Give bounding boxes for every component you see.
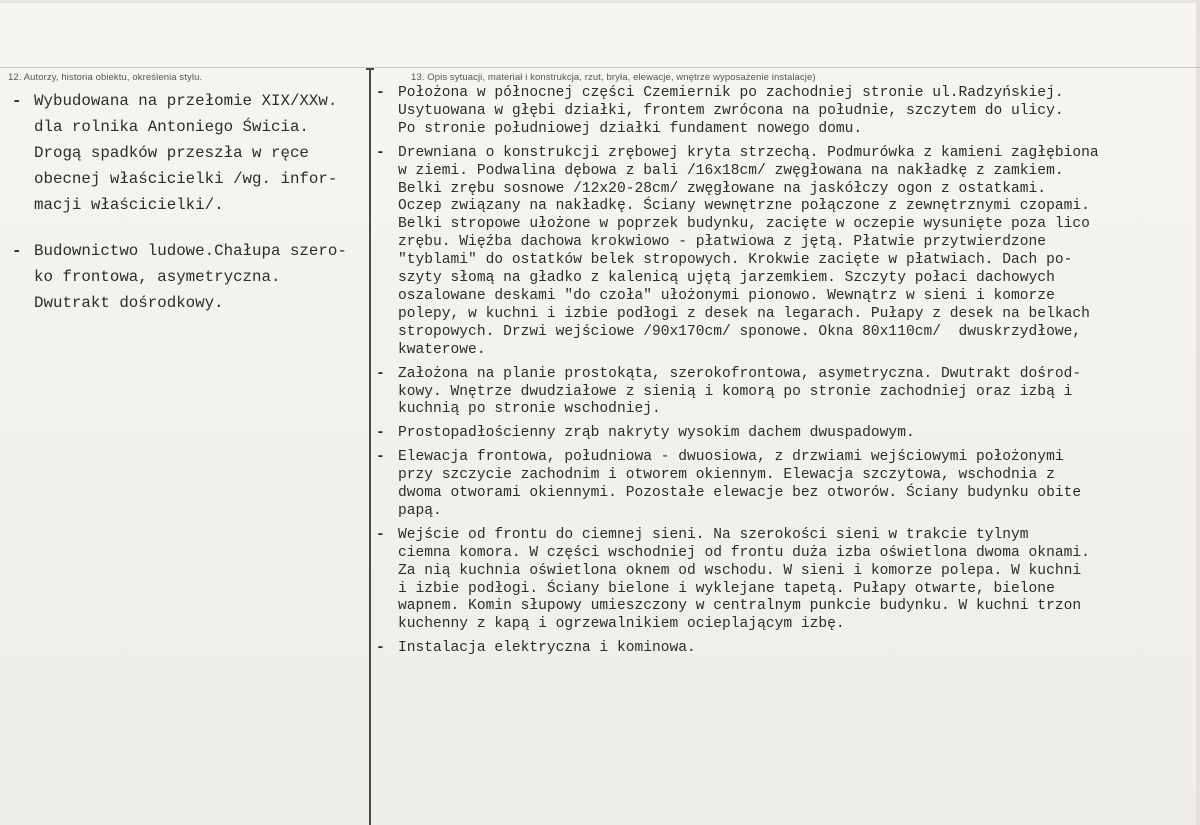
entry-lines	[398, 449, 1191, 521]
text-line: Drogą spadków przeszła w ręce	[34, 144, 309, 162]
entry-bullet: -	[376, 526, 385, 543]
header-divider	[0, 67, 1200, 68]
text-entry	[12, 238, 362, 316]
text-line: zrębu. Więźba dachowa krokwiowo - płatwiowa z jętą. Płatwie przytwierdzone	[398, 234, 1047, 251]
entry-lines	[398, 145, 1191, 360]
entry-bullet: -	[376, 144, 385, 161]
text-entry	[376, 85, 1191, 139]
entry-lines	[34, 238, 362, 316]
text-line: ko frontowa, asymetryczna.	[34, 268, 281, 286]
text-line: i izbie podłogi. Ściany bielone i wyklejane tapetą. Pułapy otwarte, bielone	[398, 580, 1055, 597]
text-line: ciemna komora. W części wschodniej od frontu duża izba oświetlona dwoma oknami.	[398, 544, 1090, 561]
text-line: dwoma otworami okiennymi. Pozostałe elewacje bez otworów. Ściany budynku obite	[398, 485, 1082, 502]
entry-bullet: -	[376, 365, 385, 382]
text-entry	[376, 527, 1191, 634]
text-line: Belki zrębu sosnowe /12x20-28cm/ zwęgłowane na jaskółczy ogon z ostatkami.	[398, 180, 1047, 197]
card-top-edge	[0, 0, 1200, 3]
text-line: oszalowane deskami "do czoła" ułożonymi pionowo. Wewnątrz w sieni i komorze	[398, 287, 1055, 304]
text-line: kowy. Wnętrze dwudziałowe z sienią i komorą po stronie zachodniej oraz izbą i	[398, 383, 1073, 400]
entry-lines	[398, 527, 1191, 634]
text-entry	[376, 145, 1191, 360]
entry-lines	[398, 366, 1191, 420]
text-line: kuchnią po stronie wschodniej.	[398, 401, 661, 418]
entry-bullet: -	[376, 640, 385, 657]
divider-tick	[366, 68, 374, 70]
text-line: polepy, w kuchni i izbie podłogi z desek na legarach. Pułapy z desek na belkach	[398, 305, 1090, 322]
text-line: dla rolnika Antoniego Świcia.	[34, 118, 309, 136]
text-line: Usytuowana w głębi działki, frontem zwrócona na południe, szczytem do ulicy.	[398, 102, 1064, 119]
entry-lines	[398, 425, 1191, 443]
entry-bullet: -	[376, 85, 385, 101]
text-entry	[376, 640, 1191, 658]
text-line: obecnej właścicielki /wg. infor-	[34, 170, 338, 188]
text-line: Instalacja elektryczna i kominowa.	[398, 640, 696, 657]
text-line: kuchenny z kapą i ogrzewalnikiem ocieplającym izbę.	[398, 616, 845, 633]
text-line: Po stronie południowej działki fundament nowego domu.	[398, 120, 863, 137]
text-line: wapnem. Komin słupowy umieszczony w centralnym punkcie budynku. W kuchni trzon	[398, 598, 1082, 615]
text-line: szyty słomą na gładko z kalenicą ujętą jarzemkiem. Szczyty połaci dachowych	[398, 270, 1055, 287]
text-entry	[376, 366, 1191, 420]
card-right-edge	[1196, 0, 1200, 825]
text-line: Budownictwo ludowe.Chałupa szero-	[34, 242, 347, 260]
entry-lines	[34, 88, 362, 218]
entry-bullet: -	[12, 92, 22, 110]
text-line: Założona na planie prostokąta, szerokofrontowa, asymetryczna. Dwutrakt dośrod-	[398, 365, 1082, 382]
text-line: Prostopadłościenny zrąb nakryty wysokim dachem dwuspadowym.	[398, 425, 915, 442]
text-line: Drewniana o konstrukcji zrębowej kryta strzechą. Podmurówka z kamieni zagłębiona	[398, 144, 1099, 161]
entry-bullet: -	[376, 425, 385, 442]
text-entry	[12, 88, 362, 218]
section-13-header: 13. Opis sytuacji, materiał i konstrukcja, rzut, bryła, elewacje, wnętrze wyposażenie instalacje)	[411, 72, 816, 83]
text-line: Wejście od frontu do ciemnej sieni. Na szerokości sieni w trakcie tylnym	[398, 526, 1029, 543]
text-line: w ziemi. Podwalina dębowa z bali /16x18cm/ zwęgłowana na nakładkę z zamkiem.	[398, 162, 1064, 179]
text-line: Położona w północnej części Czemiernik po zachodniej stronie ul.Radzyńskiej.	[398, 85, 1064, 101]
text-line: kwaterowe.	[398, 341, 486, 358]
text-line: Belki stropowe ułożone w poprzek budynku, zacięte w oczepie wysunięte poza lico	[398, 216, 1090, 233]
text-line: stropowych. Drzwi wejściowe /90x170cm/ sponowe. Okna 80x110cm/ dwuskrzydłowe,	[398, 323, 1082, 340]
column-divider	[369, 68, 371, 825]
text-line: Oczep związany na nakładkę. Ściany wewnętrzne połączone z zewnętrznymi czopami.	[398, 198, 1090, 215]
left-column-text	[12, 88, 362, 336]
section-12-header: 12. Autorzy, historia obiektu, określenia stylu.	[8, 72, 203, 83]
text-entry	[376, 425, 1191, 443]
text-line: Dwutrakt dośrodkowy.	[34, 294, 224, 312]
entry-lines	[398, 640, 1191, 658]
text-line: Wybudowana na przełomie XIX/XXw.	[34, 92, 338, 110]
text-entry	[376, 449, 1191, 521]
text-line: macji właścicielki/.	[34, 196, 224, 214]
entry-bullet: -	[12, 242, 22, 260]
text-line: "tyblami" do ostatków belek stropowych. Krokwie zacięte w płatwiach. Dach po-	[398, 252, 1073, 269]
text-line: Za nią kuchnia oświetlona oknem od wschodu. W sieni i komorze polepa. W kuchni	[398, 562, 1082, 579]
entry-lines	[398, 85, 1191, 139]
entry-bullet: -	[376, 449, 385, 466]
text-line: przy szczycie zachodnim i otworem okiennym. Elewacja szczytowa, wschodnia z	[398, 467, 1055, 484]
text-line: Elewacja frontowa, południowa - dwuosiowa, z drzwiami wejściowymi położonymi	[398, 449, 1064, 466]
text-line: papą.	[398, 502, 442, 519]
right-column-text	[376, 85, 1191, 664]
